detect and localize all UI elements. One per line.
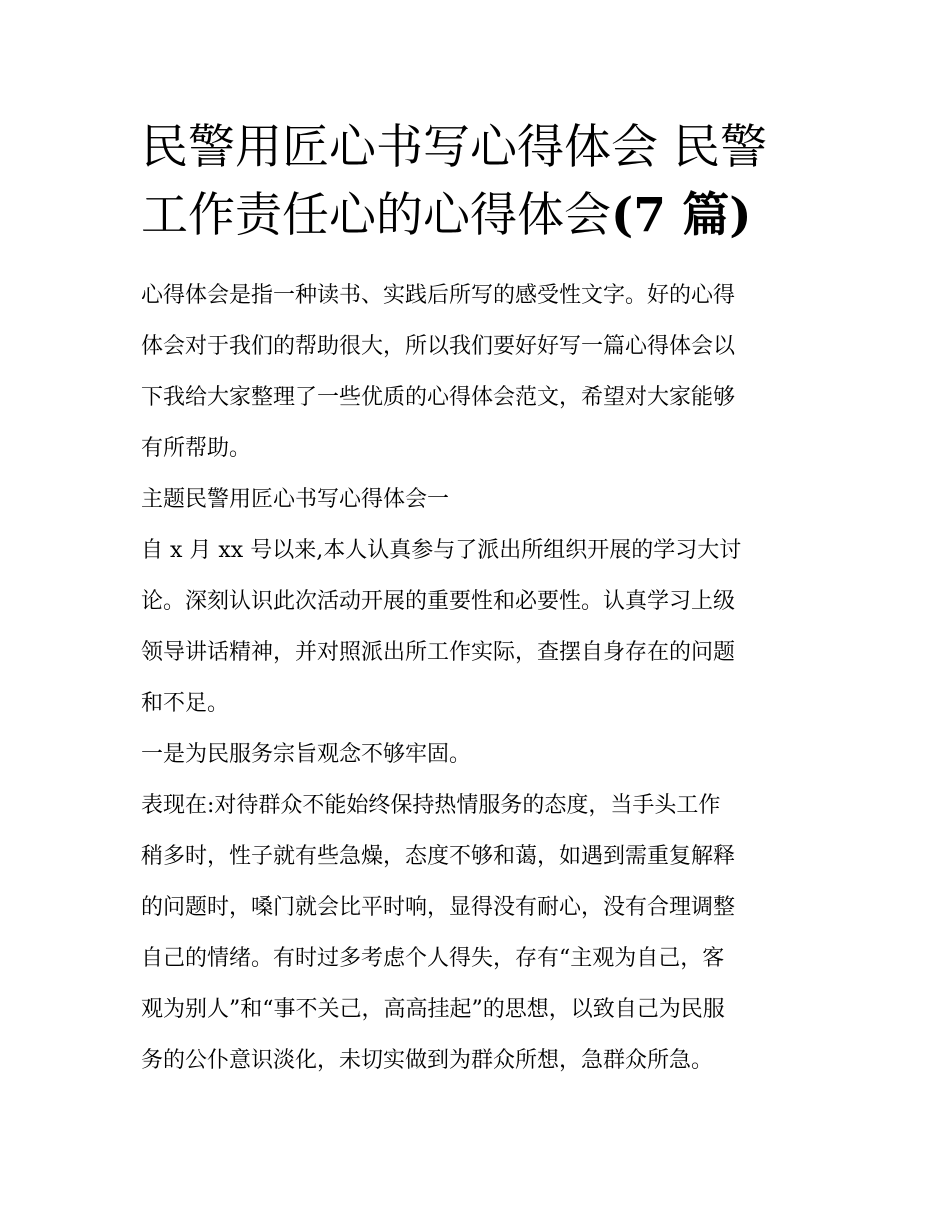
title-line-2 — [141, 182, 816, 250]
title-line-1: 民警用匠心书写心得体会 民警 — [141, 120, 767, 175]
text-line: 自己的情绪。有时过多考虑个人得失，存有“主观为自己，客 — [141, 946, 725, 971]
paragraph-section-heading — [141, 474, 816, 525]
text-line: 表现在:对待群众不能始终保持热情服务的态度，当手头工作 — [141, 793, 721, 818]
text-line: 观为别人”和“事不关己，高高挂起”的思想，以致自己为民服 — [141, 997, 725, 1022]
document-body — [141, 270, 816, 1086]
text-line: 的问题时，嗓门就会比平时响，显得没有耐心，没有合理调整 — [141, 895, 736, 920]
paragraph-performance — [141, 780, 816, 1086]
text-line: 和不足。 — [141, 691, 230, 716]
document-content — [141, 114, 816, 1086]
text-line: 务的公仆意识淡化，未切实做到为群众所想，急群众所急。 — [141, 1048, 714, 1073]
title-suffix: (7 篇) — [611, 188, 752, 243]
text-line: 有所帮助。 — [141, 436, 252, 461]
text-line: 下我给大家整理了一些优质的心得体会范文，希望对大家能够 — [141, 385, 736, 410]
text-line: 体会对于我们的帮助很大，所以我们要好好写一篇心得体会以 — [141, 334, 736, 359]
document-title — [141, 114, 816, 250]
paragraph-point-one — [141, 729, 816, 780]
text-line: 领导讲话精神，并对照派出所工作实际，查摆自身存在的问题 — [141, 640, 736, 665]
text-line: 稍多时，性子就有些急燥，态度不够和蔼，如遇到需重复解释 — [141, 844, 736, 869]
text-line: 论。深刻认识此次活动开展的重要性和必要性。认真学习上级 — [141, 589, 736, 614]
paragraph-study — [141, 525, 816, 729]
text-line: 心得体会是指一种读书、实践后所写的感受性文字。好的心得 — [141, 283, 736, 308]
title-line-2-text: 工作责任心的心得体会 — [141, 188, 611, 243]
text-line: 一是为民服务宗旨观念不够牢固。 — [141, 742, 472, 767]
paragraph-intro — [141, 270, 816, 474]
text-line: 主题民警用匠心书写心得体会一 — [141, 487, 450, 512]
text-line: 自 x 月 xx 号以来,本人认真参与了派出所组织开展的学习大讨 — [141, 538, 742, 563]
